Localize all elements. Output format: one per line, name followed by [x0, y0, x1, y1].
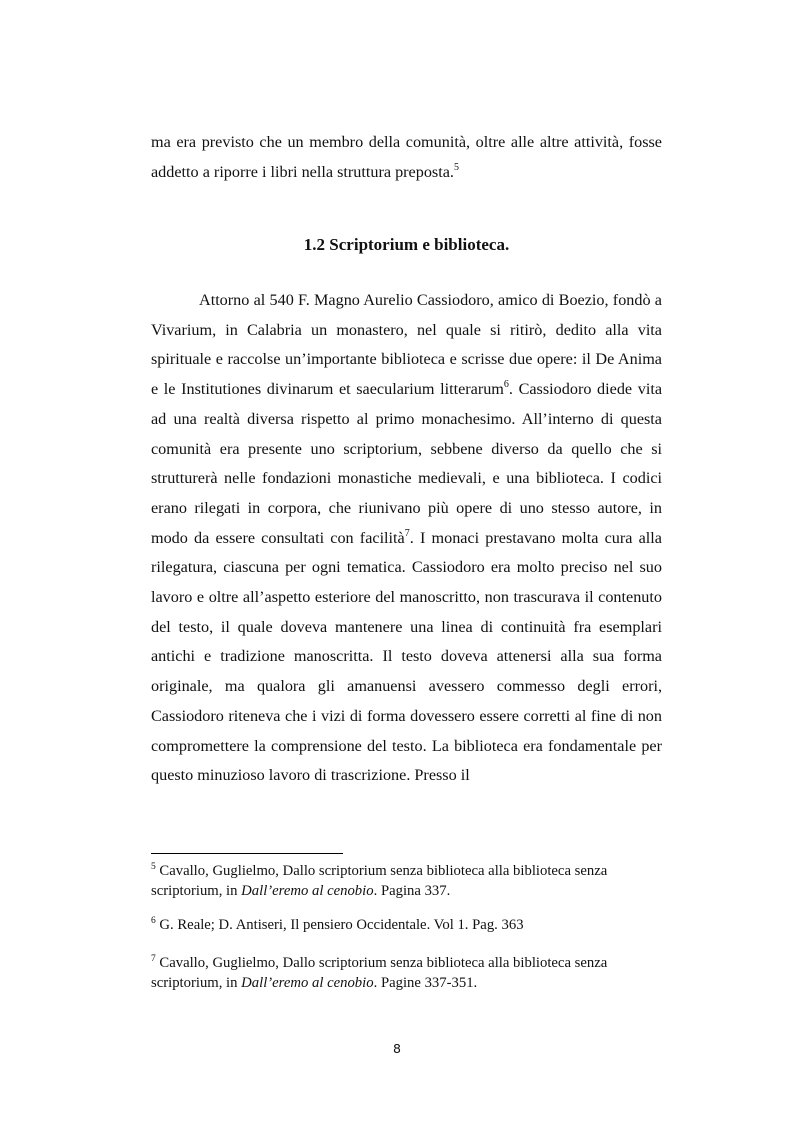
footnote-ref-7[interactable]: 7	[404, 527, 410, 539]
footnote-title: Dall’eremo al cenobio	[241, 975, 374, 991]
footnote-5	[151, 861, 662, 901]
footnote-ref-6[interactable]: 6	[503, 379, 509, 391]
intro-paragraph	[151, 128, 662, 187]
body-text-1: Attorno al 540 F. Magno Aurelio Cassiodoro, amico di Boezio, fondò a Vivarium, in Calabria un monastero, nel quale si ritirò, dedito alla vita spirituale e raccolse un’importante biblioteca e scrisse due opere: il De Anima e le Institutiones divinarum et saecularium litterarum	[151, 291, 662, 399]
footnote-ref-5[interactable]: 5	[453, 161, 459, 173]
page-number: 8	[393, 1041, 401, 1056]
footnote-text: Cavallo, Guglielmo, Dallo scriptorium senza biblioteca alla biblioteca senza scriptorium, in	[151, 955, 608, 991]
body-text-3: . I monaci prestavano molta cura alla rilegatura, ciascuna per ogni tematica. Cassiodoro era molto preciso nel suo lavoro e oltre all’aspetto esteriore del manoscritto, non trascurava il contenuto del testo, il quale doveva mantenere una linea di continuità fra esemplari antichi e tradizione manoscritta. Il testo doveva attenersi alla sua forma originale, ma qualora gli amanuensi avessero commesso degli errori, Cassiodoro riteneva che i vizi di forma dovessero essere corretti al fine di non compromettere la comprensione del testo. La biblioteca era fondamentale per questo minuzioso lavoro di trascrizione. Presso il	[151, 528, 662, 785]
footnote-number: 7	[151, 954, 156, 964]
footnote-number: 5	[151, 862, 156, 872]
footnote-text: . Pagine 337-351.	[373, 975, 478, 991]
intro-text: ma era previsto che un membro della comunità, oltre alle altre attività, fosse addetto a riporre i libri nella struttura preposta.	[151, 133, 662, 181]
footnote-text: . Pagina 337.	[373, 883, 451, 899]
footnote-7	[151, 953, 662, 993]
footnote-separator	[151, 853, 343, 854]
body-text-2: . Cassiodoro diede vita ad una realtà diversa rispetto al primo monachesimo. All’interno di questa comunità era presente uno scriptorium, sebbene diverso da quello che si strutturerà nelle fondazioni monastiche medievali, e una biblioteca. I codici erano rilegati in corpora, che riunivano più opere di uno stesso autore, in modo da essere consultati con facilità	[151, 380, 662, 547]
footnote-6	[151, 915, 662, 935]
section-heading: 1.2 Scriptorium e biblioteca.	[303, 235, 510, 254]
body-paragraph	[151, 286, 662, 791]
footnote-text: Cavallo, Guglielmo, Dallo scriptorium senza biblioteca alla biblioteca senza scriptorium, in	[151, 863, 608, 899]
footnote-number: 6	[151, 916, 156, 926]
footnote-title: Dall’eremo al cenobio	[241, 883, 374, 899]
footnote-text: G. Reale; D. Antiseri, Il pensiero Occidentale. Vol 1. Pag. 363	[159, 917, 524, 933]
